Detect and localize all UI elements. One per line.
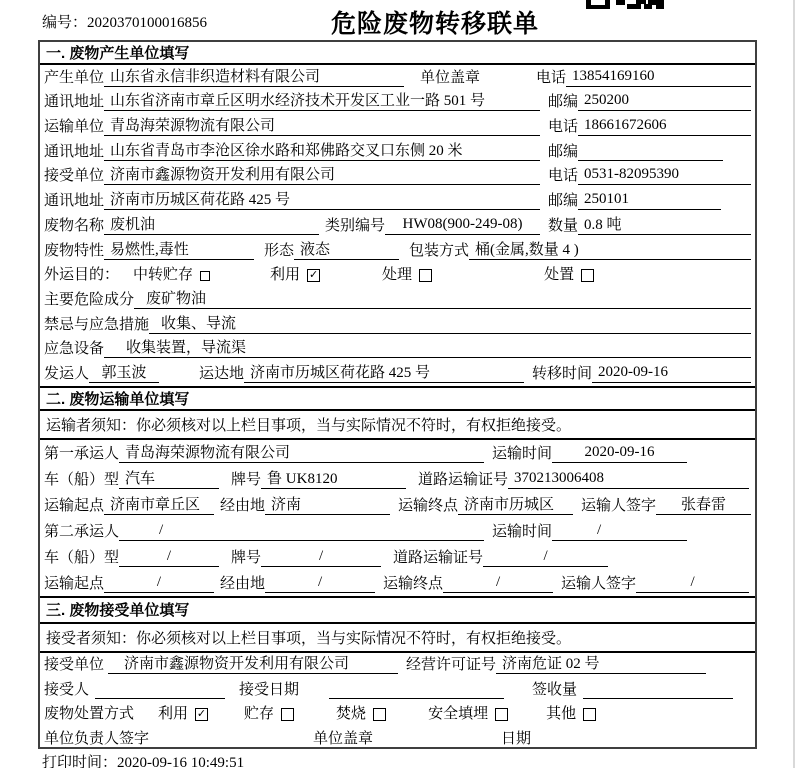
emergency-measures-row: [40, 312, 755, 337]
field-label: 外运目的：: [44, 267, 120, 284]
hazard-components-field: 废矿物油: [134, 287, 751, 309]
checkbox-disposal-other: [583, 708, 596, 721]
waste-quantity-field: 0.8 吨: [578, 213, 751, 235]
receiver-address-field: 济南市历城区荷花路 425 号: [104, 188, 540, 210]
receiver-unit-row: [40, 164, 755, 189]
serial-number: [42, 11, 207, 32]
via2-field: /: [265, 574, 375, 593]
page-right-edge: [793, 0, 795, 768]
receive-date-field: [329, 680, 504, 699]
transporter-unit-row: [40, 114, 755, 139]
checkbox-dispose: [581, 269, 594, 282]
terminus1-field: 济南市历城区: [458, 493, 573, 515]
waste-form-field: 液态: [294, 238, 399, 260]
transporter-zip-field: [578, 142, 723, 161]
carrier2-row: [40, 518, 755, 544]
field-label: 道路运输证号: [393, 549, 484, 566]
emergency-measures-field: 收集、导流: [149, 312, 751, 334]
field-label: 第二承运人: [44, 523, 120, 540]
receiver-address-row: [40, 188, 755, 213]
section1-header: 一. 废物产生单位填写: [40, 42, 755, 65]
transporter-phone-field: 18661672606: [578, 117, 751, 136]
consignor-field: 郭玉波: [89, 361, 159, 383]
field-label: 应急设备: [44, 341, 105, 358]
option-label: 利用: [270, 267, 301, 284]
field-label: 电话: [548, 168, 579, 185]
field-label: 通讯地址: [44, 94, 105, 111]
checkbox-treat: [419, 269, 432, 282]
vehicle2-row: [40, 544, 755, 570]
emergency-equipment-field: 收集装置，导流渠: [104, 336, 751, 358]
checkbox-disposal-landfill: [495, 708, 508, 721]
field-label: 禁忌与应急措施: [44, 316, 150, 333]
origin2-field: /: [104, 574, 214, 593]
sign-date-field: [531, 729, 743, 748]
field-label: 运输起点: [44, 575, 105, 592]
waste-name-field: 废机油: [104, 213, 319, 235]
transporter-signature2-field: /: [636, 574, 749, 593]
hazard-components-row: [40, 287, 755, 312]
receiver-unit-field: 济南市鑫源物资开发利用有限公司: [104, 163, 540, 185]
route1-row: [40, 492, 755, 518]
vehicle-type1-field: 汽车: [119, 467, 219, 489]
producer-unit-row: [40, 65, 755, 90]
field-label: 运输人签字: [581, 497, 657, 514]
waste-name-row: [40, 213, 755, 238]
field-label: 产生单位: [44, 69, 105, 86]
producer-address-field: 山东省济南市章丘区明水经济技术开发区工业一路 501 号: [104, 89, 540, 111]
field-label: 运达地: [199, 365, 245, 382]
field-label: 电话: [536, 69, 567, 86]
field-label: 主要危险成分: [44, 291, 135, 308]
field-label: 发运人: [44, 365, 90, 382]
road-permit2-field: /: [483, 548, 608, 567]
field-label: 运输起点: [44, 497, 105, 514]
transporter-address-field: 山东省青岛市李沧区徐水路和郑佛路交叉口东侧 20 米: [104, 139, 540, 161]
print-time-value: 2020-09-16 10:49:51: [117, 755, 245, 768]
responsible-signature-field: [189, 729, 299, 748]
transporter-address-row: [40, 139, 755, 164]
waste-code-field: HW08(900-249-08): [385, 216, 540, 235]
field-label: 邮编: [548, 143, 579, 160]
field-label: 运输单位: [44, 119, 105, 136]
receiver-person-row: [40, 677, 755, 702]
field-label: 牌号: [231, 471, 262, 488]
option-label: 贮存: [244, 706, 275, 723]
field-label: 运输时间: [492, 523, 553, 540]
carrier1-row: [40, 440, 755, 466]
producer-phone-field: 13854169160: [566, 68, 751, 87]
field-label: 单位负责人签字: [44, 730, 150, 747]
terminus2-field: /: [443, 574, 553, 593]
emergency-equipment-row: [40, 337, 755, 362]
waste-traits-field: 易燃性,毒性: [104, 238, 254, 260]
field-label: 接受日期: [239, 681, 300, 698]
checkbox-disposal-store: [281, 708, 294, 721]
field-label: 包装方式: [409, 242, 470, 259]
road-permit1-field: 370213006408: [508, 470, 749, 489]
field-label: 废物处置方式: [44, 706, 135, 723]
field-label: 签收量: [532, 681, 578, 698]
transport-date2-field: /: [552, 522, 687, 541]
transporter-signature1-field: 张春雷: [656, 493, 751, 515]
carrier2-field: /: [119, 522, 484, 541]
transfer-date-field: 2020-09-16: [592, 364, 751, 383]
receive-unit-row: [40, 653, 755, 678]
print-time-label: 打印时间：: [42, 755, 118, 768]
field-label: 车（船）型: [44, 471, 120, 488]
checkbox-transfer-storage: [200, 271, 210, 281]
option-label: 利用: [158, 706, 189, 723]
consignor-row: [40, 361, 755, 386]
field-label: 数量: [548, 217, 579, 234]
serial-label: 编号：: [42, 15, 88, 31]
transfer-form: [38, 40, 757, 749]
unit-seal-label: 单位盖章: [420, 69, 481, 86]
option-label: 处置: [544, 267, 575, 284]
option-label: 其他: [546, 706, 577, 723]
option-label: 处理: [382, 267, 413, 284]
field-label: 第一承运人: [44, 445, 120, 462]
license-number-field: 济南危证 02 号: [496, 652, 706, 674]
print-time: [42, 751, 244, 768]
vehicle1-row: [40, 466, 755, 492]
checkbox-disposal-use: ✓: [196, 707, 207, 721]
transfer-purpose-row: [40, 263, 755, 288]
option-label: 中转贮存: [133, 267, 194, 284]
section3-header: 三. 废物接受单位填写: [40, 596, 755, 624]
field-label: 日期: [501, 730, 532, 747]
route2-row: [40, 570, 755, 596]
destination-field: 济南市历城区荷花路 425 号: [244, 361, 524, 383]
field-label: 经由地: [220, 575, 266, 592]
field-label: 接受单位: [44, 168, 105, 185]
signature-row: [40, 726, 755, 749]
field-label: 运输时间: [492, 445, 553, 462]
field-label: 通讯地址: [44, 143, 105, 160]
field-label: 转移时间: [532, 365, 593, 382]
receiver-zip-field: 250101: [578, 191, 721, 210]
transporter-notice: 运输者须知：你必须核对以上栏目事项，当与实际情况不符时，有权拒绝接受。: [40, 411, 755, 440]
plate-number2-field: /: [261, 548, 381, 567]
field-label: 邮编: [548, 193, 579, 210]
field-label: 牌号: [231, 549, 262, 566]
unit-seal-label: 单位盖章: [313, 730, 374, 747]
receive-unit-field: 济南市鑫源物资开发利用有限公司: [108, 652, 398, 674]
field-label: 运输人签字: [561, 575, 637, 592]
field-label: 通讯地址: [44, 193, 105, 210]
field-label: 电话: [548, 119, 579, 136]
waste-traits-row: [40, 238, 755, 263]
producer-zip-field: 250200: [578, 92, 751, 111]
field-label: 接受人: [44, 681, 90, 698]
option-label: 安全填埋: [428, 706, 489, 723]
qr-code-fragment-icon: [586, 0, 664, 9]
packing-method-field: 桶(金属,数量 4 ): [469, 238, 751, 260]
field-label: 废物名称: [44, 217, 105, 234]
receiver-phone-field: 0531-82095390: [578, 166, 751, 185]
receiver-notice: 接受者须知：你必须核对以上栏目事项，当与实际情况不符时，有权拒绝接受。: [40, 624, 755, 653]
field-label: 接受单位: [44, 657, 105, 674]
plate-number1-field: 鲁 UK8120: [261, 467, 406, 489]
field-label: 道路运输证号: [418, 471, 509, 488]
receiver-person-field: [95, 680, 225, 699]
via1-field: 济南: [265, 493, 390, 515]
transport-date1-field: 2020-09-16: [552, 444, 687, 463]
field-label: 运输终点: [383, 575, 444, 592]
checkbox-use: ✓: [308, 268, 319, 282]
producer-address-row: [40, 90, 755, 115]
field-label: 类别编号: [325, 217, 386, 234]
section2-header: 二. 废物运输单位填写: [40, 386, 755, 411]
producer-unit-field: 山东省永信非织造材料有限公司: [104, 65, 404, 87]
page-title: 危险废物转移联单: [331, 10, 540, 38]
field-label: 经营许可证号: [406, 657, 497, 674]
serial-value: 2020370100016856: [87, 15, 208, 31]
transporter-unit-field: 青岛海荣源物流有限公司: [104, 114, 540, 136]
carrier1-field: 青岛海荣源物流有限公司: [119, 441, 484, 463]
field-label: 邮编: [548, 94, 579, 111]
field-label: 经由地: [220, 497, 266, 514]
field-label: 车（船）型: [44, 549, 120, 566]
disposal-method-row: [40, 702, 755, 727]
field-label: 形态: [264, 242, 295, 259]
origin1-field: 济南市章丘区: [104, 493, 214, 515]
received-quantity-field: [583, 680, 733, 699]
field-label: 运输终点: [398, 497, 459, 514]
checkbox-disposal-incinerate: [373, 708, 386, 721]
option-label: 焚烧: [336, 706, 367, 723]
vehicle-type2-field: /: [119, 548, 219, 567]
field-label: 废物特性: [44, 242, 105, 259]
